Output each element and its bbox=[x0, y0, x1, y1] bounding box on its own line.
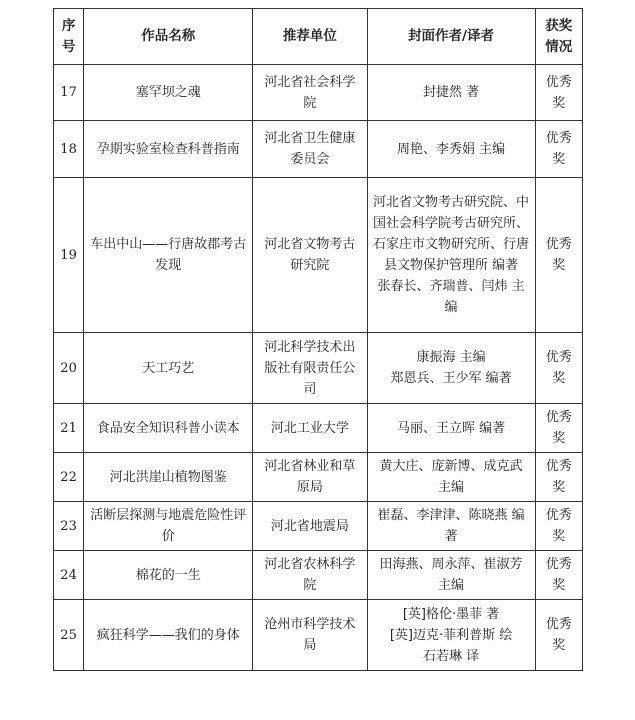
recommending-unit: 河北工业大学 bbox=[253, 404, 367, 453]
author-line: 田海燕、周永萍、崔淑芳 主编 bbox=[379, 557, 523, 593]
author-info bbox=[367, 65, 535, 121]
header-author: 封面作者/译者 bbox=[367, 9, 535, 65]
author-line: [英]格伦·墨菲 著 bbox=[402, 606, 500, 622]
table-row bbox=[54, 404, 583, 453]
author-line: 马丽、王立晖 编著 bbox=[396, 420, 506, 436]
work-title: 车出中山——行唐故郡考古发现 bbox=[84, 178, 253, 333]
author-line: 河北省文物考古研究院、中国社会科学院考古研究所、石家庄市文物研究所、行唐县文物保护管理所 编著 bbox=[373, 195, 530, 273]
recommending-unit: 沧州市科学技术局 bbox=[253, 600, 367, 671]
author-line: 封捷然 著 bbox=[422, 85, 480, 100]
header-row bbox=[54, 9, 583, 65]
recommending-unit: 河北省林业和草原局 bbox=[253, 453, 367, 502]
author-info bbox=[367, 600, 535, 671]
row-number: 21 bbox=[54, 404, 84, 453]
work-title: 疯狂科学——我们的身体 bbox=[84, 600, 253, 671]
row-number: 22 bbox=[54, 453, 84, 502]
author-info bbox=[367, 453, 535, 502]
award-status: 优秀奖 bbox=[535, 65, 582, 121]
author-info bbox=[367, 333, 535, 404]
row-number: 24 bbox=[54, 551, 84, 600]
work-title: 塞罕坝之魂 bbox=[84, 65, 253, 121]
recommending-unit: 河北省地震局 bbox=[253, 502, 367, 551]
author-info bbox=[367, 551, 535, 600]
table-row bbox=[54, 551, 583, 600]
author-line: [英]迈克·菲利普斯 绘 bbox=[389, 627, 513, 643]
table-row bbox=[54, 600, 583, 671]
award-status: 优秀奖 bbox=[535, 333, 582, 404]
award-table bbox=[53, 8, 583, 671]
table-row bbox=[54, 178, 583, 333]
author-line: 周艳、李秀娟 主编 bbox=[396, 141, 506, 157]
header-unit: 推荐单位 bbox=[253, 9, 367, 65]
author-info bbox=[367, 121, 535, 178]
recommending-unit: 河北省卫生健康委员会 bbox=[253, 121, 367, 178]
author-line: 崔磊、李津津、陈晓燕 编著 bbox=[377, 508, 525, 544]
header-no: 序号 bbox=[54, 9, 84, 65]
table-row bbox=[54, 453, 583, 502]
recommending-unit: 河北省社会科学院 bbox=[253, 65, 367, 121]
author-info bbox=[367, 404, 535, 453]
work-title: 河北洪崖山植物图鉴 bbox=[84, 453, 253, 502]
table-row bbox=[54, 333, 583, 404]
row-number: 17 bbox=[54, 65, 84, 121]
author-line: 石若琳 译 bbox=[422, 648, 480, 664]
author-line: 黄大庄、庞新博、成克武 主编 bbox=[379, 459, 523, 495]
author-info bbox=[367, 178, 535, 333]
table-row bbox=[54, 502, 583, 551]
table-row bbox=[54, 121, 583, 178]
row-number: 18 bbox=[54, 121, 84, 178]
recommending-unit: 河北省农林科学院 bbox=[253, 551, 367, 600]
row-number: 25 bbox=[54, 600, 84, 671]
work-title: 天工巧艺 bbox=[84, 333, 253, 404]
recommending-unit: 河北科学技术出版社有限责任公司 bbox=[253, 333, 367, 404]
award-status: 优秀奖 bbox=[535, 551, 582, 600]
award-status: 优秀奖 bbox=[535, 404, 582, 453]
header-award: 获奖情况 bbox=[535, 9, 582, 65]
header-name: 作品名称 bbox=[84, 9, 253, 65]
award-status: 优秀奖 bbox=[535, 178, 582, 333]
award-status: 优秀奖 bbox=[535, 502, 582, 551]
author-info bbox=[367, 502, 535, 551]
table-body bbox=[54, 65, 583, 671]
work-title: 孕期实验室检查科普指南 bbox=[84, 121, 253, 178]
award-status: 优秀奖 bbox=[535, 453, 582, 502]
author-line: 康振海 主编 bbox=[416, 350, 486, 365]
work-title: 活断层探测与地震危险性评价 bbox=[84, 502, 253, 551]
row-number: 19 bbox=[54, 178, 84, 333]
author-line: 郑恩兵、王少军 编著 bbox=[390, 371, 512, 386]
table-row bbox=[54, 65, 583, 121]
row-number: 20 bbox=[54, 333, 84, 404]
award-status: 优秀奖 bbox=[535, 121, 582, 178]
work-title: 食品安全知识科普小读本 bbox=[84, 404, 253, 453]
recommending-unit: 河北省文物考古研究院 bbox=[253, 178, 367, 333]
row-number: 23 bbox=[54, 502, 84, 551]
award-status: 优秀奖 bbox=[535, 600, 582, 671]
work-title: 棉花的一生 bbox=[84, 551, 253, 600]
author-line: 张春长、齐瑞普、闫炜 主编 bbox=[377, 279, 525, 315]
